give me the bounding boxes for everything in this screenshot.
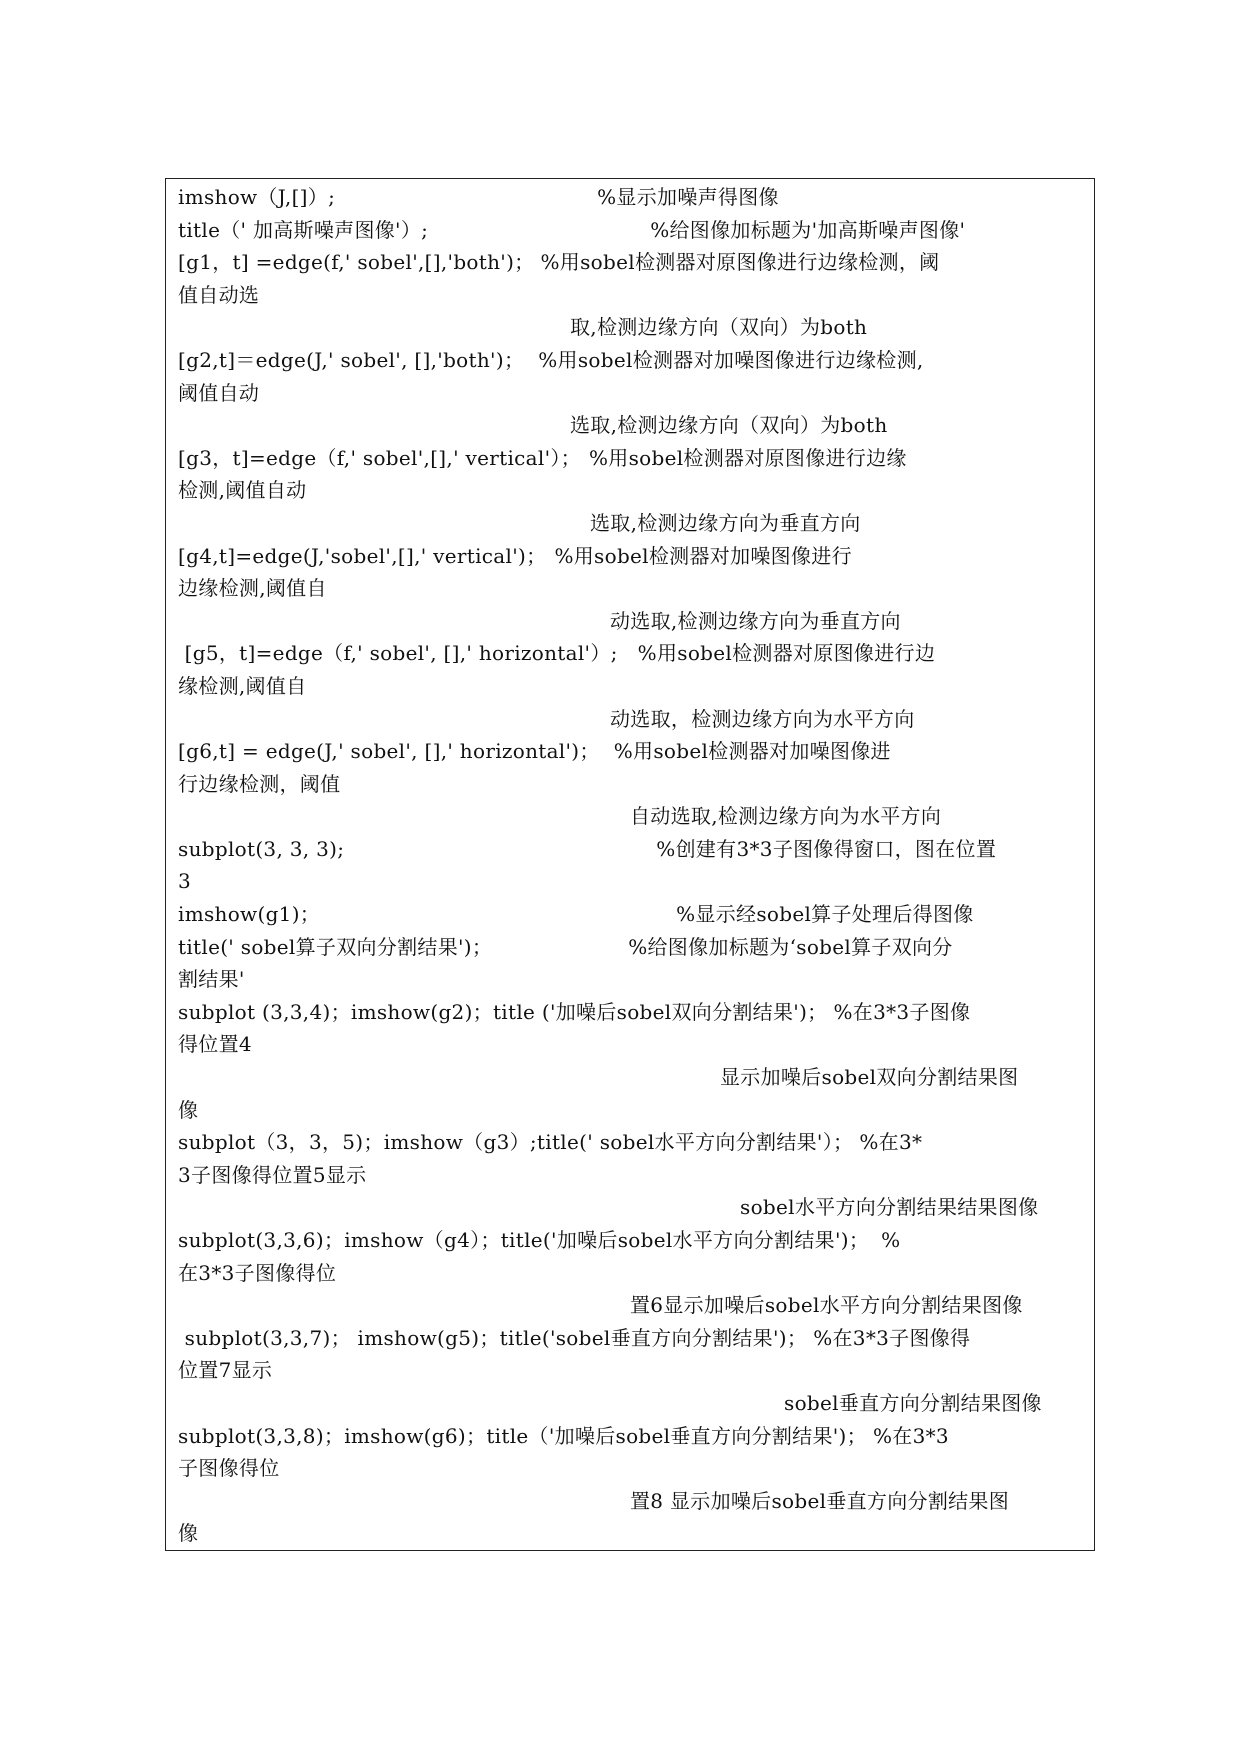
comment-text: %用sobel检测器对原图像进行边缘 xyxy=(588,445,907,470)
code-line-31 xyxy=(178,1159,1084,1192)
comment-text: 动选取，检测边缘方向为水平方向 xyxy=(610,706,915,731)
code-line-30 xyxy=(178,1126,1084,1159)
code-text: title（' 加高斯噪声图像'）; xyxy=(178,217,429,242)
code-line-35 xyxy=(178,1289,1084,1322)
comment-text: %用sobel检测器对原图像进行边 xyxy=(637,641,936,666)
code-text: [g4,t]=edge(J,'sobel',[],' vertical')； xyxy=(178,543,547,568)
code-line-13 xyxy=(178,572,1084,605)
comment-text: sobel水平方向分割结果结果图像 xyxy=(740,1195,1039,1220)
code-line-27 xyxy=(178,1028,1084,1061)
code-line-28 xyxy=(178,1061,1084,1094)
code-line-10 xyxy=(178,474,1084,507)
code-text: subplot(3, 3, 3); xyxy=(178,836,345,861)
comment-text: 值自动选 xyxy=(178,282,260,307)
code-line-4 xyxy=(178,279,1084,312)
comment-text: % xyxy=(881,1228,901,1252)
code-line-32 xyxy=(178,1191,1084,1224)
code-line-9 xyxy=(178,442,1084,475)
code-line-36 xyxy=(178,1322,1084,1355)
comment-text: 子图像得位 xyxy=(178,1456,280,1481)
code-line-8 xyxy=(178,409,1084,442)
comment-text: 3子图像得位置5显示 xyxy=(178,1162,367,1187)
code-text: [g3，t]=edge（f,' sobel',[],' vertical'）； xyxy=(178,445,581,470)
code-text: imshow（J,[]）; xyxy=(178,185,336,209)
code-line-33 xyxy=(178,1224,1084,1257)
comment-text: 行边缘检测，阈值 xyxy=(178,771,341,796)
code-text: subplot (3,3,4)；imshow(g2)；title ('加噪后sobel双向分割结果')； xyxy=(178,999,828,1024)
code-text: [g6,t] = edge(J,' sobel', [],' horizontal')； xyxy=(178,739,600,764)
comment-text: sobel垂直方向分割结果图像 xyxy=(784,1390,1042,1415)
comment-text: 像 xyxy=(178,1521,199,1546)
comment-text: %用sobel检测器对加噪图像进 xyxy=(613,739,891,764)
code-line-26 xyxy=(178,996,1084,1029)
code-text: subplot(3,3,6)；imshow（g4）；title('加噪后sobel水平方向分割结果')； xyxy=(178,1228,870,1252)
comment-text: 置6显示加噪后sobel水平方向分割结果图像 xyxy=(630,1293,1023,1318)
comment-text: 像 xyxy=(178,1097,199,1122)
comment-text: %创建有3*3子图像得窗口，图在位置 xyxy=(656,836,997,861)
code-line-7 xyxy=(178,377,1084,410)
code-text: [g1，t] =edge(f,' sobel',[],'both')； xyxy=(178,250,535,275)
code-line-41 xyxy=(178,1485,1084,1518)
comment-text: %用sobel检测器对原图像进行边缘检测，阈 xyxy=(540,250,940,275)
comment-text: %在3*3 xyxy=(872,1423,949,1448)
code-text: imshow(g1)； xyxy=(178,902,321,927)
code-line-1 xyxy=(178,181,1084,214)
code-text: [g5，t]=edge（f,' sobel', [],' horizontal'）; xyxy=(178,641,618,666)
code-listing-box xyxy=(165,178,1095,1551)
code-line-23 xyxy=(178,898,1084,931)
comment-text: %给图像加标题为'加高斯噪声图像' xyxy=(650,217,966,242)
comment-text: 在3*3子图像得位 xyxy=(178,1260,337,1285)
comment-text: 位置7显示 xyxy=(178,1358,273,1383)
comment-text: 边缘检测,阈值自 xyxy=(178,576,327,601)
code-line-5 xyxy=(178,311,1084,344)
code-line-39 xyxy=(178,1420,1084,1453)
code-line-2 xyxy=(178,214,1084,247)
code-line-17 xyxy=(178,703,1084,736)
comment-text: %用sobel检测器对加噪图像进行边缘检测, xyxy=(538,347,924,372)
code-line-38 xyxy=(178,1387,1084,1420)
code-line-42 xyxy=(178,1517,1084,1550)
code-line-18 xyxy=(178,735,1084,768)
code-line-21 xyxy=(178,833,1084,866)
comment-text: 得位置4 xyxy=(178,1032,252,1057)
code-text: subplot（3，3，5)；imshow（g3）;title(' sobel水平方向分割结果'）； xyxy=(178,1130,854,1155)
code-line-24 xyxy=(178,931,1084,964)
code-line-11 xyxy=(178,507,1084,540)
code-line-16 xyxy=(178,670,1084,703)
comment-text: %在3* xyxy=(859,1130,923,1155)
comment-text: 缘检测,阈值自 xyxy=(178,673,307,698)
comment-text: %给图像加标题为‘sobel算子双向分 xyxy=(628,934,953,959)
code-text: subplot(3,3,7)； imshow(g5)；title('sobel垂直方向分割结果')； xyxy=(178,1325,808,1350)
comment-text: %在3*3子图像得 xyxy=(813,1325,971,1350)
comment-text: %显示经sobel算子处理后得图像 xyxy=(676,902,974,927)
comment-text: 自动选取,检测边缘方向为水平方向 xyxy=(630,804,942,829)
comment-text: %在3*3子图像 xyxy=(833,999,971,1024)
comment-text: 阈值自动 xyxy=(178,380,260,405)
code-text: [g2,t]＝edge(J,' sobel', [],'both')； xyxy=(178,347,525,372)
code-line-34 xyxy=(178,1257,1084,1290)
code-line-22 xyxy=(178,865,1084,898)
comment-text: %显示加噪声得图像 xyxy=(597,185,779,209)
code-line-40 xyxy=(178,1452,1084,1485)
code-text: title(' sobel算子双向分割结果')； xyxy=(178,934,493,959)
comment-text: 置8 显示加噪后sobel垂直方向分割结果图 xyxy=(630,1488,1010,1513)
comment-text: 选取,检测边缘方向为垂直方向 xyxy=(590,510,861,535)
comment-text: 显示加噪后sobel双向分割结果图 xyxy=(720,1065,1019,1090)
comment-text: 取,检测边缘方向（双向）为both xyxy=(570,315,868,340)
code-line-25 xyxy=(178,963,1084,996)
code-line-15 xyxy=(178,637,1084,670)
code-line-12 xyxy=(178,540,1084,573)
code-line-14 xyxy=(178,605,1084,638)
comment-text: 选取,检测边缘方向（双向）为both xyxy=(570,413,888,438)
code-line-20 xyxy=(178,800,1084,833)
comment-text: %用sobel检测器对加噪图像进行 xyxy=(554,543,852,568)
code-line-37 xyxy=(178,1354,1084,1387)
comment-text: 3 xyxy=(178,869,192,894)
code-text: subplot(3,3,8)；imshow(g6)；title（'加噪后sobel垂直方向分割结果')； xyxy=(178,1423,867,1448)
code-line-3 xyxy=(178,246,1084,279)
code-line-29 xyxy=(178,1094,1084,1127)
code-line-19 xyxy=(178,768,1084,801)
comment-text: 检测,阈值自动 xyxy=(178,478,307,503)
comment-text: 动选取,检测边缘方向为垂直方向 xyxy=(610,608,901,633)
comment-text: 割结果' xyxy=(178,967,245,992)
code-line-6 xyxy=(178,344,1084,377)
